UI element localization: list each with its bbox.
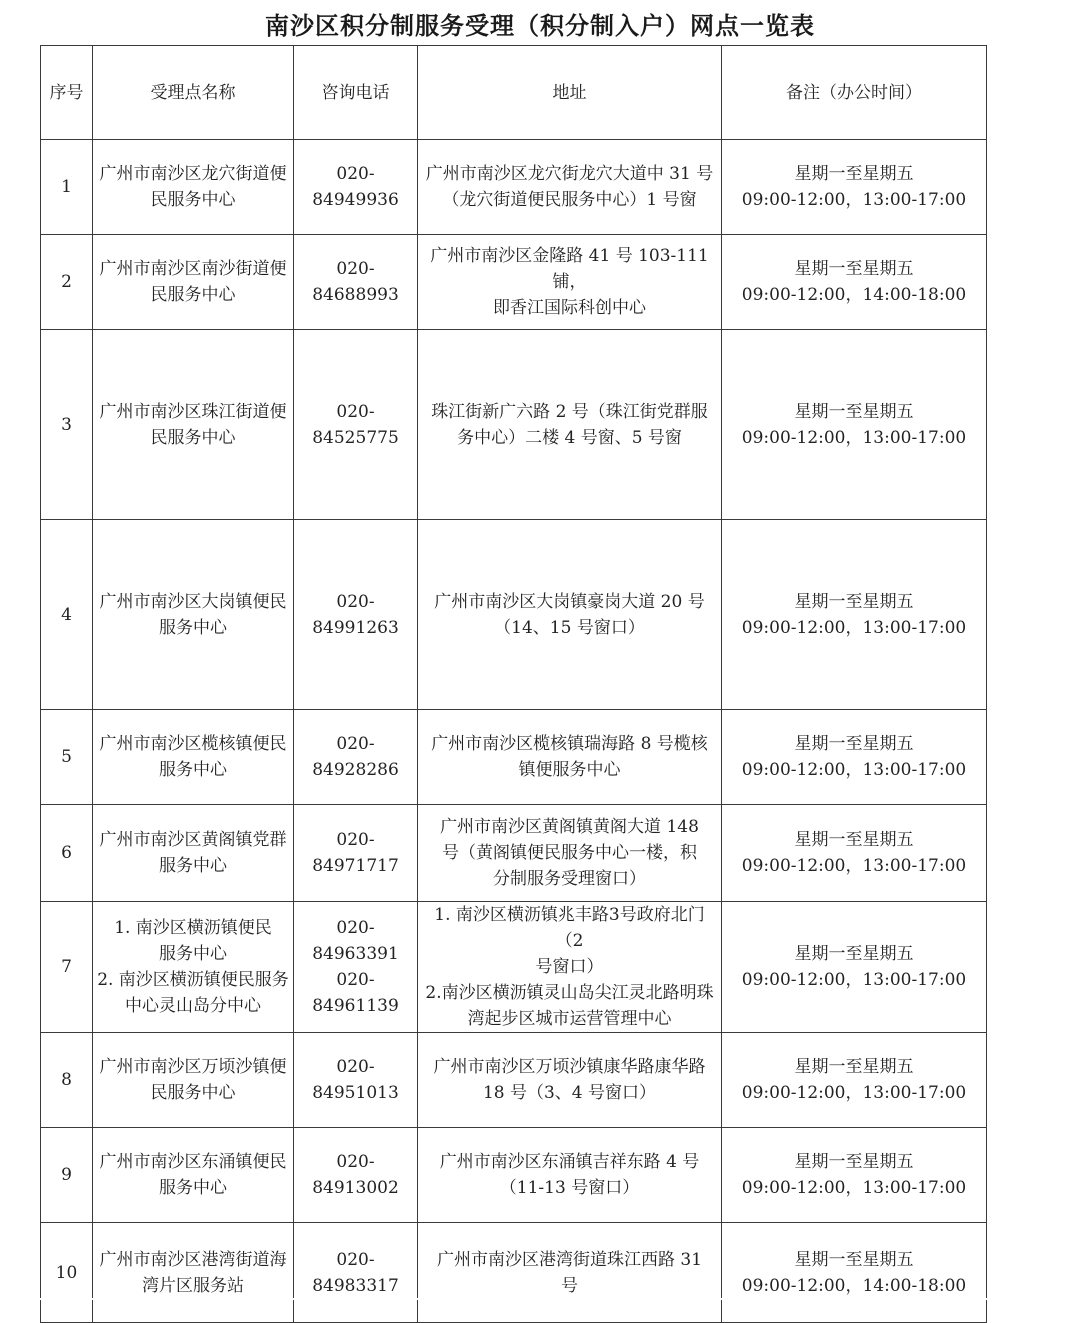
office-days: 星期一至星期五 [794,1249,914,1270]
office-hours [722,805,987,902]
service-point-address-line: 广州市南沙区港湾街道珠江西路 31 [436,1249,703,1270]
office-days: 星期一至星期五 [794,164,914,184]
consult-phone [294,520,418,710]
consult-phone [294,1128,418,1223]
service-point-name-line: 服务中心 [159,944,227,964]
service-point-address [418,710,722,805]
service-point-address-line: 即香江国际科创中心 [493,298,646,318]
service-point-address-line: 18 号（3、4 号窗口） [482,1083,657,1103]
service-point-address-line: 广州市南沙区榄核镇瑞海路 8 号榄核 [431,734,708,754]
service-point-address-line: 1. 南沙区横沥镇兆丰路3号政府北门（2 [434,905,705,951]
consult-phone-line: 020-84991263 [312,591,399,638]
table-row [41,710,987,805]
service-point-address-line: 2.南沙区横沥镇灵山岛尖江灵北路明珠 [425,983,714,1003]
row-index: 10 [41,1223,93,1323]
service-point-address-line: 广州市南沙区黄阁镇黄阁大道 148 [440,817,699,837]
service-point-address-line: 广州市南沙区万顷沙镇康华路康华路 [433,1057,706,1077]
table-row [41,330,987,520]
service-point-address [418,902,722,1033]
consult-phone-line: 020-84963391 [312,918,399,964]
office-time: 09:00-12:00，14:00-18:00 [741,1275,967,1296]
service-point-name [93,520,294,710]
service-point-name-line: 广州市南沙区港湾街道海 [99,1249,287,1270]
service-point-name [93,330,294,520]
office-time: 09:00-12:00，13:00-17:00 [741,760,967,780]
office-days: 星期一至星期五 [794,1057,914,1077]
service-point-address-line: 号 [561,1275,578,1296]
service-point-name-line: 湾片区服务站 [142,1275,244,1296]
service-point-address-line: 号窗口） [535,957,604,977]
service-point-address [418,805,722,902]
service-point-address [418,1128,722,1223]
service-point-address [418,330,722,520]
service-point-name-line: 服务中心 [159,856,227,876]
service-point-address [418,520,722,710]
service-point-address [418,1223,722,1323]
service-points-table [40,45,987,1323]
table-row [41,1223,987,1323]
row-index: 1 [41,140,93,235]
consult-phone [294,1223,418,1323]
office-time: 09:00-12:00，13:00-17:00 [741,856,967,876]
consult-phone-line: 020-84928286 [312,734,399,780]
office-time: 09:00-12:00，13:00-17:00 [741,617,967,638]
office-hours [722,330,987,520]
table-row [41,902,987,1033]
office-time: 09:00-12:00，14:00-18:00 [741,285,967,305]
office-days: 星期一至星期五 [794,830,914,850]
office-hours [722,1223,987,1323]
service-point-name-line: 广州市南沙区珠江街道便 [99,401,287,422]
consult-phone-line: 020-84951013 [312,1057,399,1103]
header-address: 地址 [418,46,722,140]
service-point-name-line: 服务中心 [159,760,227,780]
office-time: 09:00-12:00，13:00-17:00 [741,190,967,210]
row-index: 6 [41,805,93,902]
office-days: 星期一至星期五 [794,1152,914,1172]
office-hours [722,520,987,710]
service-point-address-line: 广州市南沙区龙穴街龙穴大道中 31 号 [425,164,714,184]
service-point-name-line: 广州市南沙区南沙街道便 [99,259,287,279]
office-time: 09:00-12:00，13:00-17:00 [741,427,967,448]
office-hours [722,1128,987,1223]
service-point-name [93,902,294,1033]
header-index: 序号 [41,46,93,140]
header-phone: 咨询电话 [294,46,418,140]
service-point-address-line: 广州市南沙区大岗镇豪岗大道 20 号 [434,591,705,612]
service-point-name-line: 民服务中心 [150,427,236,448]
table-header-row [41,46,987,140]
service-point-name [93,1223,294,1323]
table-row [41,140,987,235]
consult-phone-line: 020-84688993 [312,259,399,305]
service-point-address-line: 分制服务受理窗口） [493,869,646,889]
consult-phone [294,1033,418,1128]
service-point-address [418,235,722,330]
page-title: 南沙区积分制服务受理（积分制入户）网点一览表 [265,12,815,40]
row-index: 3 [41,330,93,520]
service-point-name-line: 中心灵山岛分中心 [125,996,261,1016]
service-point-name-line: 民服务中心 [150,190,236,210]
row-index: 5 [41,710,93,805]
consult-phone [294,710,418,805]
office-time: 09:00-12:00，13:00-17:00 [741,970,967,990]
service-point-name [93,1128,294,1223]
service-point-address-line: （龙穴街道便民服务中心）1 号窗 [442,190,697,210]
service-point-name-line: 广州市南沙区龙穴街道便 [99,164,287,184]
service-point-name-line: 广州市南沙区万顷沙镇便 [99,1057,287,1077]
consult-phone [294,140,418,235]
service-point-address-line: （11-13 号窗口） [499,1178,640,1198]
office-hours [722,235,987,330]
service-point-name [93,140,294,235]
consult-phone-line: 020-84971717 [312,830,399,876]
service-point-name [93,805,294,902]
service-point-name-line: 广州市南沙区榄核镇便民 [99,734,287,754]
row-index: 9 [41,1128,93,1223]
service-point-name [93,710,294,805]
consult-phone [294,805,418,902]
table-row [41,520,987,710]
service-point-address-line: 广州市南沙区金隆路 41 号 103-111 铺， [430,246,709,292]
table-row [41,235,987,330]
table-row [41,1128,987,1223]
service-point-address-line: 镇便服务中心 [518,760,621,780]
service-point-address-line: （14、15 号窗口） [494,617,645,638]
office-days: 星期一至星期五 [794,591,914,612]
service-point-name-line: 广州市南沙区黄阁镇党群 [99,830,287,850]
row-index: 4 [41,520,93,710]
office-days: 星期一至星期五 [794,944,914,964]
service-point-address [418,140,722,235]
consult-phone [294,902,418,1033]
consult-phone-line: 020-84961139 [312,970,399,1016]
office-days: 星期一至星期五 [794,401,914,422]
office-hours [722,710,987,805]
service-point-name [93,1033,294,1128]
table-body [41,140,987,1323]
header-notes: 备注（办公时间） [722,46,987,140]
service-point-address [418,1033,722,1128]
consult-phone [294,330,418,520]
consult-phone-line: 020-84525775 [312,401,399,448]
office-time: 09:00-12:00，13:00-17:00 [741,1178,967,1198]
service-point-address-line: 广州市南沙区东涌镇吉祥东路 4 号 [439,1152,700,1172]
consult-phone-line: 020-84983317 [312,1249,399,1296]
office-hours [722,140,987,235]
service-point-name-line: 服务中心 [159,1178,227,1198]
row-index: 8 [41,1033,93,1128]
table-row [41,805,987,902]
table-row [41,1033,987,1128]
office-time: 09:00-12:00，13:00-17:00 [741,1083,967,1103]
header-name: 受理点名称 [93,46,294,140]
service-point-name [93,235,294,330]
consult-phone-line: 020-84949936 [312,164,399,210]
service-point-name-line: 服务中心 [159,617,227,638]
service-point-name-line: 1. 南沙区横沥镇便民 [114,918,272,938]
office-hours [722,902,987,1033]
service-point-name-line: 2. 南沙区横沥镇便民服务 [97,970,289,990]
service-point-address-line: 湾起步区城市运营管理中心 [467,1009,672,1029]
office-days: 星期一至星期五 [794,259,914,279]
office-hours [722,1033,987,1128]
service-point-address-line: 珠江街新广六路 2 号（珠江街党群服 [431,401,708,422]
service-point-name-line: 民服务中心 [150,1083,236,1103]
service-point-name-line: 民服务中心 [150,285,236,305]
consult-phone [294,235,418,330]
row-index: 7 [41,902,93,1033]
service-point-name-line: 广州市南沙区大岗镇便民 [99,591,287,612]
service-point-name-line: 广州市南沙区东涌镇便民 [99,1152,287,1172]
row-index: 2 [41,235,93,330]
consult-phone-line: 020-84913002 [312,1152,399,1198]
service-point-address-line: 务中心）二楼 4 号窗、5 号窗 [457,427,682,448]
office-days: 星期一至星期五 [794,734,914,754]
service-point-address-line: 号（黄阁镇便民服务中心一楼，积 [442,843,697,863]
